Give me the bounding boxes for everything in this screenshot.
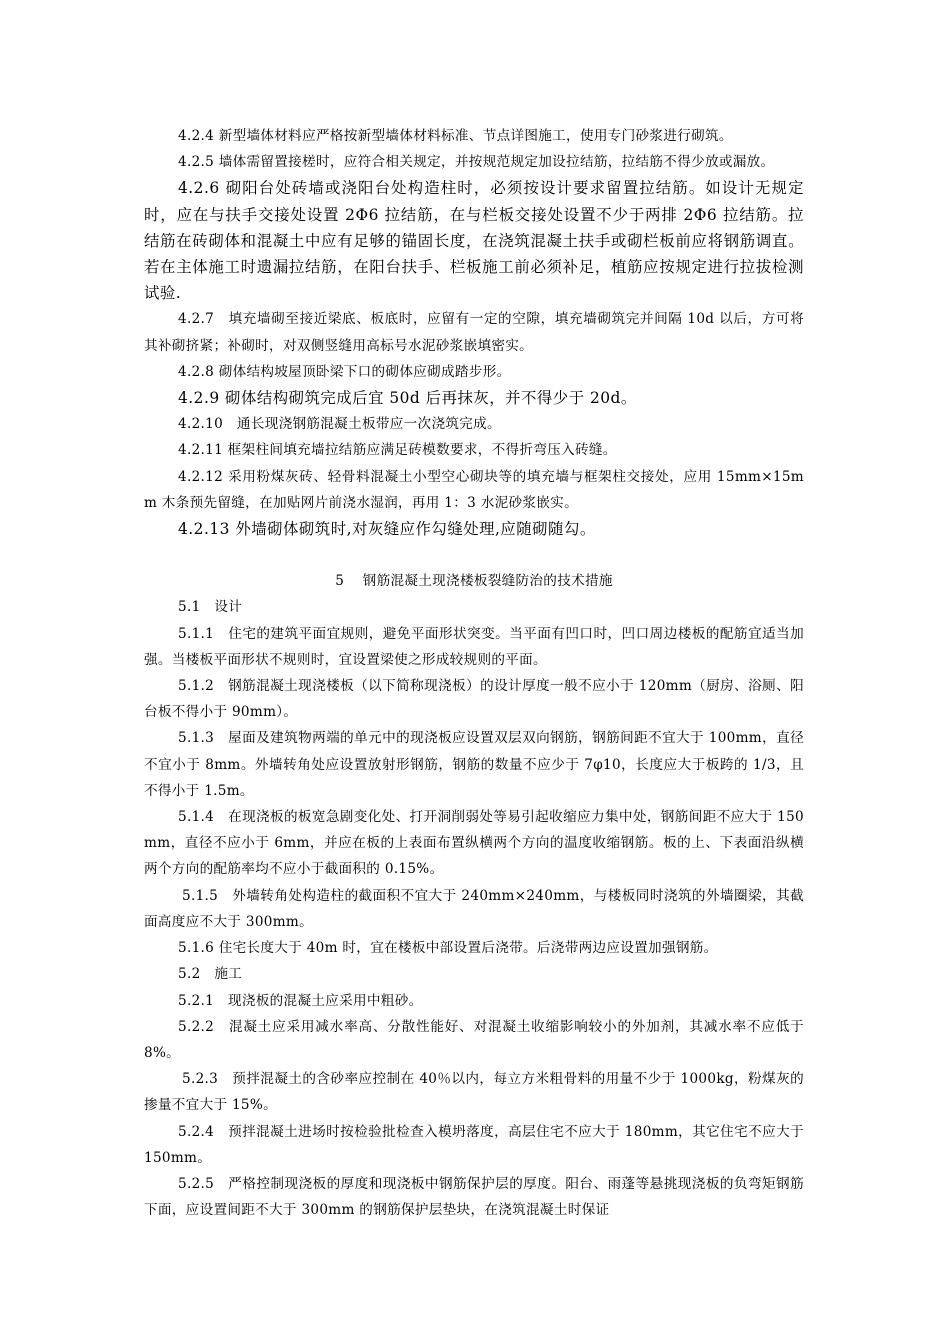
paragraph-4-2-9: 4.2.9 砌体结构砌筑完成后宜 50d 后再抹灰，并不得少于 20d。 <box>178 389 637 408</box>
paragraph-5-2-2: 5.2.2 混凝土应采用减水率高、分散性能好、对混凝土收缩影响较小的外加剂，其减水率不应低于 8%。 <box>144 1018 804 1061</box>
paragraph-5-1-3: 5.1.3 屋面及建筑物两端的单元中的现浇板应设置双层双向钢筋，钢筋间距不宜大于 100mm，直径不宜小于 8mm。外墙转角处应设置放射形钢筋，钢筋的数量不应少于 7φ10，长度应大于板跨的 1/3，且不得小于 1.5m。 <box>144 730 804 799</box>
paragraph-4-2-8: 4.2.8 砌体结构坡屋顶卧梁下口的砌体应砌成踏步形。 <box>178 363 511 380</box>
heading-5-2: 5.2 施工 <box>178 966 243 983</box>
paragraph-4-2-12: 4.2.12 采用粉煤灰砖、轻骨料混凝土小型空心砌块等的填充墙与框架柱交接处，应用 15mm×15mm 木条预先留缝，在加贴网片前浇水湿润，再用 1：3 水泥砂浆嵌实。 <box>144 468 804 511</box>
paragraph-5-1-6: 5.1.6 住宅长度大于 40m 时，宜在楼板中部设置后浇带。后浇带两边应设置加强钢筋。 <box>178 940 718 957</box>
paragraph-5-2-3: 5.2.3 预拌混凝土的含砂率应控制在 40％以内，每立方米粗骨料的用量不少于 1000kg，粉煤灰的掺量不宜大于 15%。 <box>144 1071 804 1114</box>
paragraph-5-1-4: 5.1.4 在现浇板的板宽急剧变化处、打开洞削弱处等易引起收缩应力集中处，钢筋间距不应大于 150mm，直径不应小于 6mm，并应在板的上表面布置纵横两个方向的温度收缩钢筋。板的上、下表面沿纵横两个方向的配筋率均不应小于截面积的 0.15%。 <box>144 809 804 878</box>
paragraph-5-1-5: 5.1.5 外墙转角处构造柱的截面积不宜大于 240mm×240mm，与楼板同时浇筑的外墙圈梁，其截面高度应不大于 300mm。 <box>144 887 804 930</box>
paragraph-5-2-4: 5.2.4 预拌混凝土进场时按检验批检查入模坍落度，高层住宅不应大于 180mm，其它住宅不应大于 150mm。 <box>144 1123 804 1166</box>
paragraph-4-2-10: 4.2.10 通长现浇钢筋混凝土板带应一次浇筑完成。 <box>178 416 501 433</box>
paragraph-4-2-6: 4.2.6 砌阳台处砖墙或浇阳台处构造柱时，必须按设计要求留置拉结筋。如设计无规定时，应在与扶手交接处设置 2Φ6 拉结筋，在与栏板交接处设置不少于两排 2Φ6 拉结筋。拉结筋在砖砌体和混凝土中应有足够的锚固长度，在浇筑混凝土扶手或砌栏板前应将钢筋调直。若在主体施工时遗漏拉结筋，在阳台扶手、栏板施工前必须补足，植筋应按规定进行拉拔检测试验. <box>144 179 804 303</box>
paragraph-4-2-5: 4.2.5 墙体需留置接槎时，应符合相关规定，并按规范规定加设拉结筋，拉结筋不得少放或漏放。 <box>178 154 775 171</box>
paragraph-5-1-1: 5.1.1 住宅的建筑平面宜规则，避免平面形状突变。当平面有凹口时，凹口周边楼板的配筋宜适当加强。当楼板平面形状不规则时，宜设置梁使之形成较规则的平面。 <box>144 625 804 668</box>
section-5-title: 5 钢筋混凝土现浇楼板裂缝防治的技术措施 <box>335 573 613 590</box>
paragraph-4-2-11: 4.2.11 框架柱间填充墙拉结筋应满足砖模数要求，不得折弯压入砖缝。 <box>178 442 617 459</box>
heading-5-1: 5.1 设计 <box>178 599 243 616</box>
paragraph-4-2-7: 4.2.7 填充墙砌至接近梁底、板底时，应留有一定的空隙，填充墙砌筑完并间隔 10d 以后，方可将其补砌挤紧；补砌时，对双侧竖缝用高标号水泥砂浆嵌填密实。 <box>144 311 804 354</box>
paragraph-4-2-13: 4.2.13 外墙砌体砌筑时,对灰缝应作勾缝处理,应随砌随勾。 <box>178 520 596 539</box>
paragraph-5-1-2: 5.1.2 钢筋混凝土现浇楼板（以下简称现浇板）的设计厚度一般不应小于 120mm（厨房、浴厕、阳台板不得小于 90mm）。 <box>144 678 804 721</box>
paragraph-5-2-5: 5.2.5 严格控制现浇板的厚度和现浇板中钢筋保护层的厚度。阳台、雨蓬等悬挑现浇板的负弯矩钢筋下面，应设置间距不大于 300mm 的钢筋保护层垫块，在浇筑混凝土时保证 <box>144 1175 804 1219</box>
document-body <box>144 123 804 1223</box>
paragraph-4-2-4: 4.2.4 新型墙体材料应严格按新型墙体材料标准、节点详图施工，使用专门砂浆进行砌筑。 <box>178 128 733 144</box>
paragraph-5-2-1: 5.2.1 现浇板的混凝土应采用中粗砂。 <box>178 992 423 1009</box>
